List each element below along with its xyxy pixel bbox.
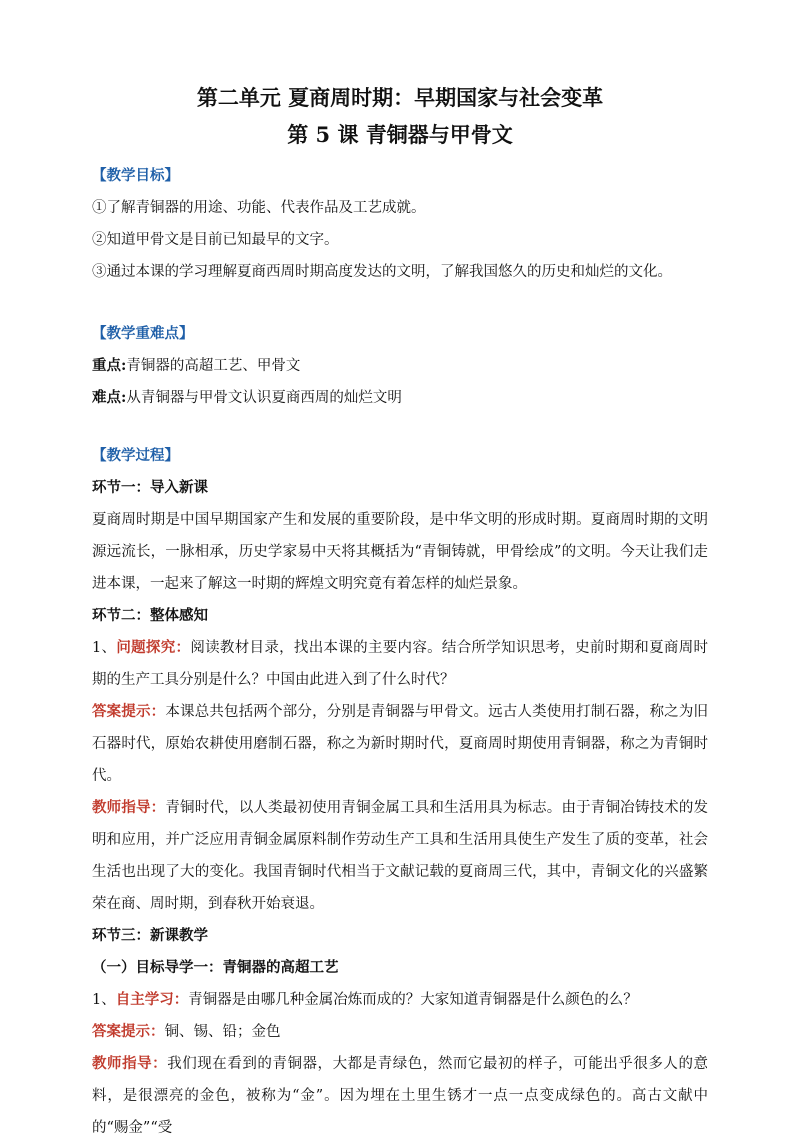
step1-title: 环节一：导入新课 (92, 479, 208, 496)
goal-item-2: ②知道甲骨文是目前已知最早的文字。 (92, 232, 339, 248)
question-1 (92, 632, 708, 696)
difficult-text: 从青铜器与甲骨文认识夏商西周的灿烂文明 (126, 390, 402, 406)
q1-text: 阅读教材目录，找出本课的主要内容。结合所学知识思考，史前时期和夏商周时期的生产工具分别是什么？中国由此进入到了什么时代？ (92, 640, 708, 688)
t2-text: 我们现在看到的青铜器，大都是青绿色，然而它最初的样子，可能出乎很多人的意料，是很漂亮的金色，被称为“金”。因为埋在土里生锈才一点一点变成绿色的。高古文献中的“赐金”“受 (92, 1056, 708, 1136)
q2-label: 自主学习： (115, 991, 189, 1008)
q1-prefix: 1、 (92, 640, 117, 656)
difficult-point (92, 382, 708, 414)
t1-label: 教师指导： (92, 799, 166, 816)
sub1-title: （一）目标导学一：青铜器的高超工艺 (92, 959, 339, 976)
goal-item-3: ③通过本课的学习理解夏商西周时期高度发达的文明，了解我国悠久的历史和灿烂的文化。 (92, 264, 672, 280)
unit-title: 第二单元 夏商周时期：早期国家与社会变革 (196, 85, 604, 110)
keypoints-heading: 【教学重难点】 (92, 325, 194, 342)
t1-text: 青铜时代，以人类最初使用青铜金属工具和生活用具为标志。由于青铜冶铸技术的发明和应用，并广泛应用青铜金属原料制作劳动生产工具和生活用具使生产发生了质的变革，社会生活也出现了大的变化。我国青铜时代相当于文献记载的夏商周三代，其中，青铜文化的兴盛繁荣在商、周时期，到春秋开始衰退。 (92, 800, 709, 912)
key-label: 重点: (92, 357, 127, 374)
a2-text: 铜、锡、铅；金色 (164, 1024, 281, 1040)
t2-label: 教师指导： (92, 1055, 168, 1072)
a1-label: 答案提示： (92, 703, 166, 720)
step1-text: 夏商周时期是中国早期国家产生和发展的重要阶段，是中华文明的形成时期。夏商周时期的文明源远流长，一脉相承，历史学家易中天将其概括为“青铜铸就，甲骨绘成”的文明。今天让我们走进本课，一起来了解这一时期的辉煌文明究竟有着怎样的灿烂景象。 (92, 512, 708, 592)
goals-heading: 【教学目标】 (92, 167, 179, 184)
step2-title: 环节二：整体感知 (92, 607, 208, 624)
difficult-label: 难点: (92, 389, 127, 406)
step3-title: 环节三：新课教学 (92, 927, 208, 944)
q2-text: 青铜器是由哪几种金属冶炼而成的？大家知道青铜器是什么颜色的么？ (188, 992, 638, 1008)
key-text: 青铜器的高超工艺、甲骨文 (126, 358, 301, 374)
a1-text: 本课总共包括两个部分，分别是青铜器与甲骨文。远古人类使用打制石器，称之为旧石器时代，原始农耕使用磨制石器，称之为新时期时代，夏商周时期使用青铜器，称之为青铜时代。 (92, 704, 709, 784)
q1-label: 问题探究： (116, 639, 191, 656)
key-point (92, 350, 708, 382)
a2-label: 答案提示： (92, 1023, 165, 1040)
answer-2 (92, 1016, 708, 1048)
document-page (92, 80, 708, 1144)
answer-1 (92, 696, 708, 792)
teacher-guide-2 (92, 1048, 708, 1144)
q2-prefix: 1、 (92, 992, 116, 1008)
process-heading: 【教学过程】 (92, 447, 179, 464)
question-2 (92, 984, 708, 1016)
goal-item-1: ①了解青铜器的用途、功能、代表作品及工艺成就。 (92, 200, 426, 216)
lesson-title: 第 5 课 青铜器与甲骨文 (287, 122, 513, 147)
teacher-guide-1 (92, 792, 708, 920)
